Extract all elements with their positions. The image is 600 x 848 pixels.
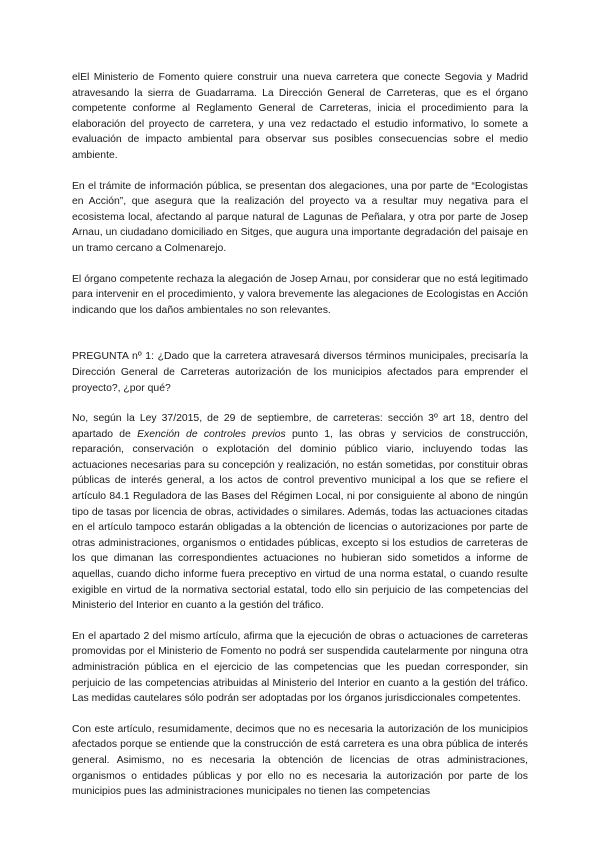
paragraph-section-2: En el apartado 2 del mismo artículo, afirma que la ejecución de obras o actuaciones de carreteras promovidas por el Ministerio de Fomento no podrá ser suspendida cautelarmente por ninguna otra administración pública en el ejercicio de las competencias que les puedan corresponder, sin perjuicio de las competencias atribuidas al Ministerio del Interior en cuanto a la gestión del tráfico. Las medidas cautelares sólo podrán ser adoptadas por los órganos jurisdiccionales competentes. bbox=[72, 630, 528, 705]
answer-text-after: punto 1, las obras y servicios de construcción, reparación, conservación o explotación del dominio público viario, incluyendo todas las actuaciones necesarias para su concepción y realización, no están sometidas, por constituir obras públicas de interés general, a los actos de control preventivo municipal a los que se refiere el artículo 84.1 Reguladora de las Bases del Régimen Local, ni por consiguiente al abono de ningún tipo de tasas por licencia de obras, actividades o similares. Además, todas las actuaciones citadas en el artículo tampoco estarán obligadas a la obtención de licencias o autorizaciones por parte de otras administraciones, organismos o entidades públicas, excepto si los estudios de carreteras de los que dimanan las correspondientes actuaciones no hubieran sido sometidos a informe de aquellas, cuando dicho informe fuera preceptivo en virtud de una norma estatal, o cuando resulte exigible en virtud de la normativa sectorial estatal, todo ello sin perjuicio de las competencias del Ministerio del Interior en cuanto a la gestión del tráfico. bbox=[72, 428, 528, 612]
paragraph-case-intro: elEl Ministerio de Fomento quiere construir una nueva carretera que conecte Segovia y Madrid atravesando la sierra de Guadarrama. La Dirección General de Carreteras, que es el órgano competente conforme al Reglamento General de Carreteras, inicia el procedimiento para la elaboración del proyecto de carretera, y una vez redactado el estudio informativo, lo somete a evaluación de impacto ambiental para observar sus posibles consecuencias sobre el medio ambiente. bbox=[72, 72, 528, 161]
paragraph-public-information: En el trámite de información pública, se presentan dos alegaciones, una por parte de “Ecologistas en Acción”, que asegura que la realización del proyecto va a resultar muy negativa para el ecosistema local, afectando al parque natural de Lagunas de Peñalara, y otra por parte de Josep Arnau, un ciudadano domiciliado en Sitges, que augura una importante degradación del paisaje en un tramo cercano a Colmenarejo. bbox=[72, 180, 528, 254]
paragraph-answer-art18 bbox=[72, 411, 528, 614]
answer-text-before: No, según la Ley 37/2015, de 29 de septiembre, de carreteras: sección 3º art 18, dentro del apartado de bbox=[72, 413, 528, 440]
paragraph-summary: Con este artículo, resumidamente, decimos que no es necesaria la autorización de los municipios afectados porque se entiende que la construcción de está carretera es una obra pública de interés general. Asimismo, no es necesaria la obtención de licencias de otras administraciones, organismos o entidades públicas y por ello no es necesaria la autorización por parte de los municipios pues las administraciones municipales no tienen las competencias bbox=[72, 723, 528, 798]
question-1: PREGUNTA nº 1: ¿Dado que la carretera atravesará diversos términos municipales, precisaría la Dirección General de Carreteras autorización de los municipios afectados para emprender el proyecto?, ¿por qué? bbox=[72, 351, 528, 394]
document-page bbox=[72, 70, 528, 815]
paragraph-competent-body: El órgano competente rechaza la alegación de Josep Arnau, por considerar que no está legitimado para intervenir en el procedimiento, y valora brevemente las alegaciones de Ecologistas en Acción indicando que los daños ambientales no son relevantes. bbox=[72, 273, 528, 316]
answer-italic-title: Exención de controles previos bbox=[137, 428, 286, 440]
